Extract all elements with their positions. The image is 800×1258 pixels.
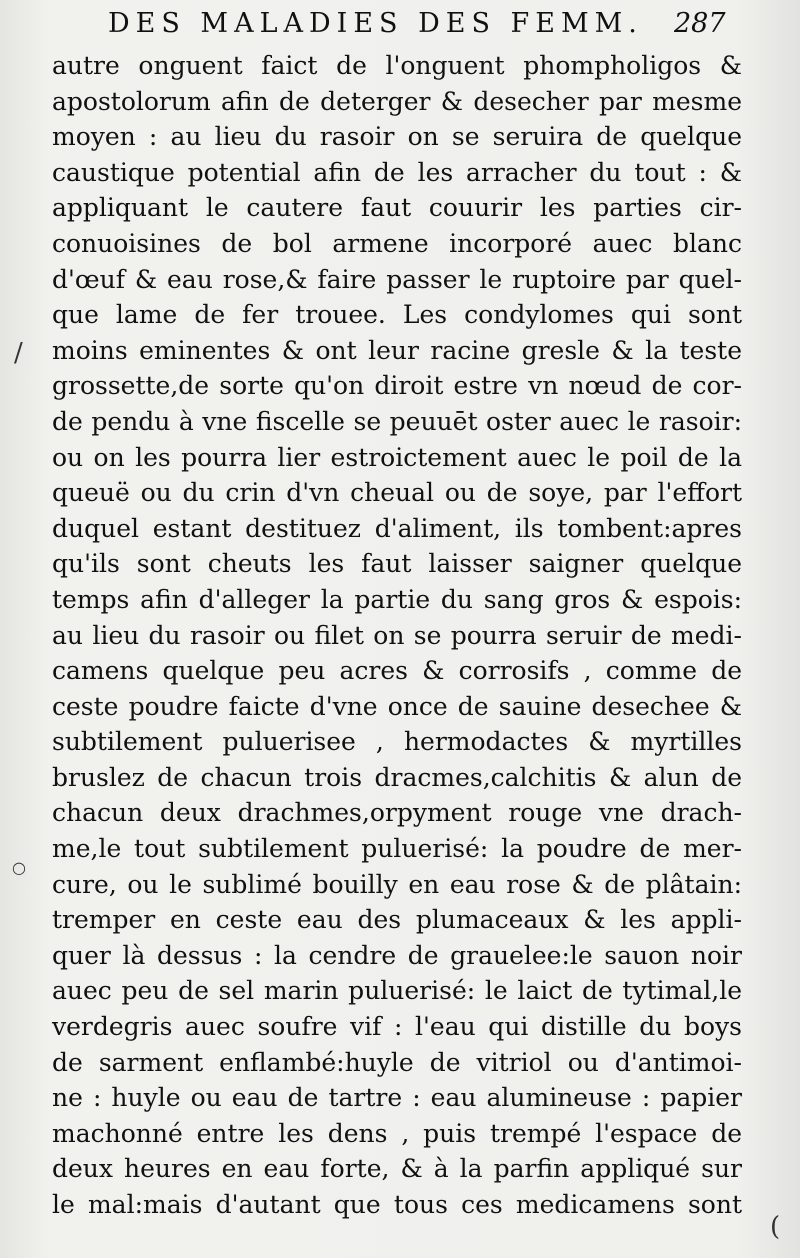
text-line: duquel estant destituez d'aliment, ils tombent:apres: [52, 513, 742, 543]
text-line: subtilement puluerisee , hermodactes & myrtilles: [52, 727, 742, 757]
text-line: auec peu de sel marin puluerisé: le laict de tytimal,le: [52, 976, 742, 1006]
text-line: moins eminentes & ont leur racine gresle & la teste: [52, 335, 742, 365]
text-line: deux heures en eau forte, & à la parfin appliqué sur: [52, 1154, 742, 1184]
text-line: verdegris auec soufre vif : l'eau qui distille du boys: [52, 1012, 742, 1042]
text-line: temps afin d'alleger la partie du sang gros & espois:: [52, 584, 742, 614]
text-line: au lieu du rasoir ou filet on se pourra seruir de medi-: [52, 620, 742, 650]
text-line: camens quelque peu acres & corrosifs , comme de: [52, 656, 742, 686]
text-line: ou on les pourra lier estroictement auec le poil de la: [52, 442, 742, 472]
text-line: me,le tout subtilement puluerisé: la poudre de mer-: [52, 834, 742, 864]
text-line: tremper en ceste eau des plumaceaux & les appli-: [52, 905, 742, 935]
text-line: cure, ou le sublimé bouilly en eau rose & de plâtain:: [52, 869, 742, 899]
page-body: [52, 48, 742, 1223]
text-line: ceste poudre faicte d'vne once de sauine desechee &: [52, 691, 742, 721]
margin-mark: (: [770, 1212, 781, 1242]
text-line: machonné entre les dens , puis trempé l'espace de: [52, 1118, 742, 1148]
text-line: autre onguent faict de l'onguent phompholigos &: [52, 51, 742, 80]
text-line: chacun deux drachmes,orpyment rouge vne drach-: [52, 798, 742, 828]
text-line: qu'ils sont cheuts les faut laisser saigner quelque: [52, 549, 742, 579]
text-line: apostolorum afin de deterger & desecher par mesme: [52, 86, 742, 116]
text-line: appliquant le cautere faut couurir les parties cir-: [52, 193, 742, 223]
text-line: quer là dessus : la cendre de grauelee:le sauon noir: [52, 940, 742, 970]
page-number: 287: [674, 8, 726, 39]
text-line: caustique potential afin de les arracher du tout : &: [52, 157, 742, 187]
text-line: bruslez de chacun trois dracmes,calchitis & alun de: [52, 762, 742, 792]
running-title: DES MALADIES DES FEMM.: [108, 8, 643, 39]
text-line: queuë ou du crin d'vn cheual ou de soye, par l'effort: [52, 478, 742, 508]
text-line: conuoisines de bol armene incorporé auec blanc: [52, 228, 742, 258]
text-line: que lame de fer trouee. Les condylomes qui sont: [52, 300, 742, 330]
text-line: le mal:mais d'autant que tous ces medicamens sont: [52, 1190, 742, 1219]
text-line: d'œuf & eau rose,& faire passer le ruptoire par quel-: [52, 264, 742, 294]
margin-mark: ○: [12, 858, 26, 877]
text-line: grossette,de sorte qu'on diroit estre vn nœud de cor-: [52, 371, 742, 401]
margin-mark: /: [14, 338, 23, 368]
text-line: de pendu à vne fiscelle se peuuēt oster auec le rasoir:: [52, 406, 742, 436]
text-line: de sarment enflambé:huyle de vitriol ou d'antimoi-: [52, 1047, 742, 1077]
text-line: moyen : au lieu du rasoir on se seruira de quelque: [52, 122, 742, 152]
text-line: ne : huyle ou eau de tartre : eau alumineuse : papier: [52, 1083, 742, 1113]
